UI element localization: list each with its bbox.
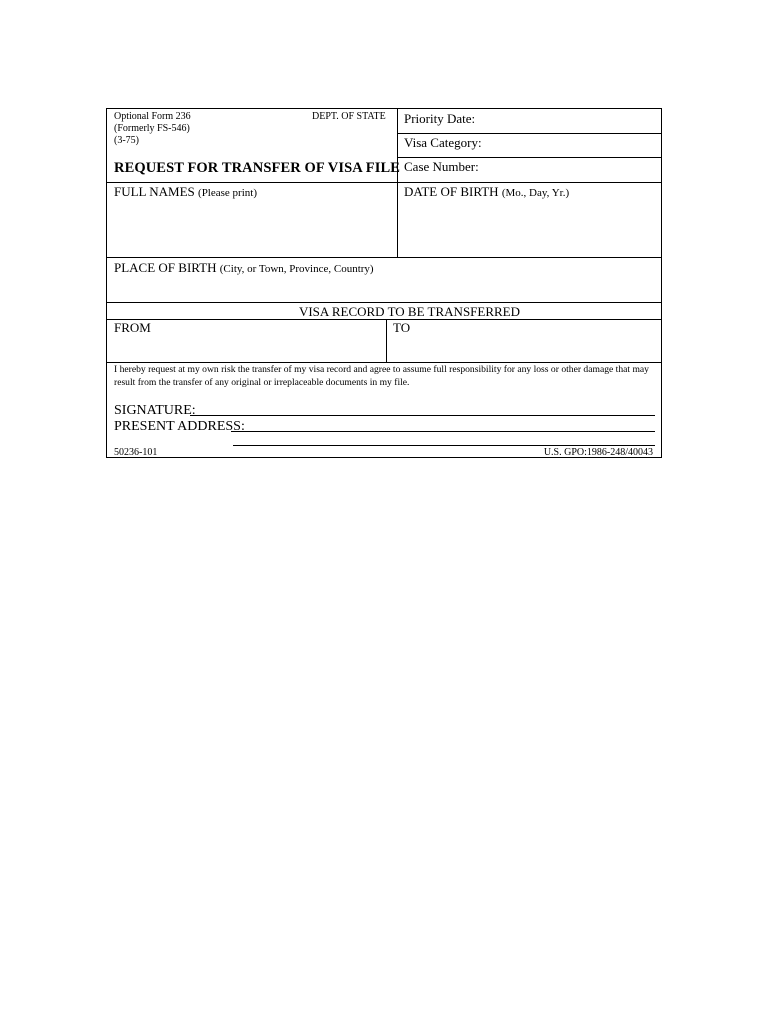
present-address-label: PRESENT ADDRESS: bbox=[114, 419, 245, 434]
form-line-1: Optional Form 236 bbox=[114, 111, 191, 122]
form-stock-number: 50236-101 bbox=[114, 447, 158, 458]
form-line-3: (3-75) bbox=[114, 135, 139, 146]
divider bbox=[386, 319, 387, 362]
form-title: REQUEST FOR TRANSFER OF VISA FILE bbox=[114, 160, 400, 176]
divider bbox=[107, 362, 662, 363]
signature-label: SIGNATURE: bbox=[114, 403, 196, 418]
date-of-birth-label: DATE OF BIRTH bbox=[404, 184, 499, 199]
visa-category-field[interactable]: Visa Category: bbox=[404, 135, 482, 150]
form-line-2: (Formerly FS-546) bbox=[114, 123, 190, 134]
address-line-2[interactable] bbox=[233, 445, 655, 446]
priority-date-field[interactable]: Priority Date: bbox=[404, 111, 476, 126]
divider bbox=[107, 257, 662, 258]
date-of-birth-field[interactable] bbox=[404, 184, 569, 201]
department-label: DEPT. OF STATE bbox=[312, 111, 386, 122]
divider bbox=[107, 182, 662, 183]
date-of-birth-hint: (Mo., Day, Yr.) bbox=[501, 187, 570, 199]
place-of-birth-label: PLACE OF BIRTH bbox=[114, 260, 217, 275]
declaration-text: I hereby request at my own risk the transfer of my visa record and agree to assume full responsibility for any loss or other damage that may result from the transfer of any original or irreplaceable documents in my file. bbox=[114, 364, 649, 388]
full-names-hint: (Please print) bbox=[198, 187, 257, 199]
to-field[interactable]: TO bbox=[393, 320, 411, 335]
divider bbox=[397, 133, 662, 134]
visa-transfer-form bbox=[106, 108, 662, 458]
printer-imprint: U.S. GPO:1986-248/40043 bbox=[543, 447, 653, 458]
from-field[interactable]: FROM bbox=[114, 320, 151, 335]
form-number-block bbox=[114, 111, 314, 147]
visa-record-heading: VISA RECORD TO BE TRANSFERRED bbox=[298, 304, 521, 319]
divider bbox=[397, 109, 398, 257]
divider bbox=[107, 302, 662, 303]
place-of-birth-hint: (City, or Town, Province, Country) bbox=[219, 263, 374, 275]
full-names-field[interactable] bbox=[114, 184, 257, 201]
address-line-1[interactable] bbox=[231, 431, 655, 432]
divider bbox=[397, 157, 662, 158]
case-number-field[interactable]: Case Number: bbox=[404, 159, 479, 174]
place-of-birth-field[interactable] bbox=[114, 260, 374, 277]
divider bbox=[107, 319, 662, 320]
full-names-label: FULL NAMES bbox=[114, 184, 195, 199]
signature-line[interactable] bbox=[190, 415, 655, 416]
